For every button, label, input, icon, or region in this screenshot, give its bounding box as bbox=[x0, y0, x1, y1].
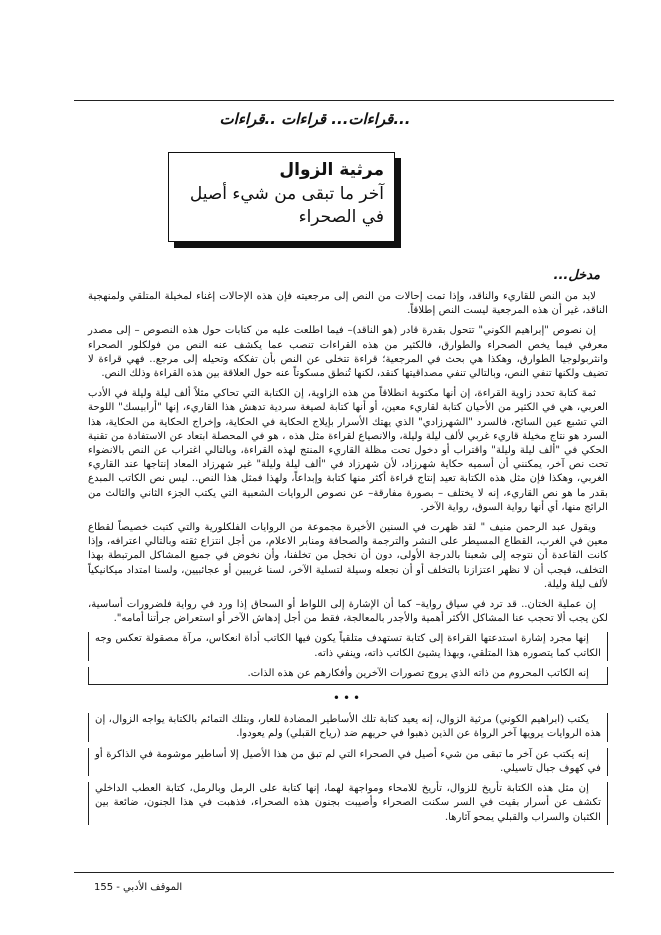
section-separator: ••• bbox=[332, 691, 364, 706]
top-divider bbox=[74, 100, 614, 101]
bottom-divider bbox=[74, 872, 614, 873]
article-body bbox=[88, 290, 608, 831]
intro-heading: مدخل... bbox=[553, 268, 600, 283]
boxed-paragraph: إنه الكاتب المحروم من ذاته الذي يروج تصورات الآخرين وأفكارهم عن هذه الذات. bbox=[88, 667, 608, 685]
paragraph: ثمة كتابة تحدد زاوية القراءة، إن أنها مكتوبة انطلاقاً من هذه الزاوية، إن الكتابة التي تحاكي مثلاً ألف ليلة وليلة في الأدب العربي، هي في الكثير من الأحيان كتابة لقاريء معين، أو أنها كتابة لصيغة سردية تدهش هذا القاريء، إنها "أرابيسك" اللوحة التي تشبع عين السائح، فالسرد "الشهرزادي" الذي يهتك الأسرار بإيلاج الحكاية في الحكاية، وإخراج الحكاية من الحكاية، هذا السرد هو نتاج مخيلة قاريء غربي لألف ليلة وليلة، والانصياع لقراءة مثل هذه ، هو في المحصلة ابتعاد عن الاستفادة من تقنية الحكي في "ألف ليلة وليلة" واقتراب أو دخول تحت مظلة القاريء المنتج لهذه القراءة، وبالتالي اغتراب عن النص بالانضواء تحت نص آخر، يمكنني أن أسميه حكاية شهرزاد، لأن شهرزاد في "ألف ليلة وليلة" غير شهرزاد المعاد إنتاجها عند القاريء الغربي، وهكذا فإن مثل هذه الكتابة تعيد إنتاج قراءة أكثر منها كتابة وإبداعاً، ولهذا فمثل هذا النص.. ليس نص الكاتب المبدع بقدر ما هو نص القاريء، إنه لا يختلف – بصورة مفارقة– عن نصوص الروايات الشعبية التي يكتب الجزء الثاني والثالث من الرائج منها، أي أنها رواية السوق، رواية الآخر. bbox=[88, 388, 608, 513]
closing-paragraph: إن مثل هذه الكتابة تأريخ للزوال، تأريخ للامحاء ومواجهة لهما، إنها كتابة على الرمل وبالرمل، كتابة العطب الداخلي تكشف عن أسرار بقيت في السر سكنت الصحراء وأصيبت بجنون هذه الصحراء، فذهبت في هذا الجنون، ضائعة بين الكثبان والسراب والقبلي يمحو آثارها. bbox=[88, 782, 608, 825]
boxed-paragraph: إنها مجرد إشارة استدعتها القراءة إلى كتابة تستهدف متلقياً يكون فيها الكاتب أداة انعكاس، مرآة مصقولة تعكس وجه الكاتب كما يتصوره هذا المتلقي، وبهذا يشيئ الكاتب ذاته، وينفي ذاته. bbox=[88, 632, 608, 660]
paragraph: لابد من النص للقاريء والناقد، وإذا تمت إحالات من النص إلى مرجعيته فإن هذه الإحالات إغناء لمخيلة المتلقي ولمنهجية الناقد، غير أن هذه المرجعية ليست النص إطلاقاً. bbox=[88, 291, 608, 317]
closing-paragraph: يكتب (ابراهيم الكوني) مرثية الزوال، إنه يعيد كتابة تلك الأساطير المضادة للعار، وبتلك التمائم بالكتابة يواجه الزوال، إن هذه الروايات يرويها آخر الرواة عن الذين ذهبوا في حريهم ضد (رياح القبلي) ولم يعودوا. bbox=[88, 713, 608, 741]
section-header: ...قراءات... قراءات ..قراءات bbox=[219, 110, 411, 128]
article-title-box bbox=[168, 152, 395, 242]
closing-paragraph: إنه يكتب عن آخر ما تبقى من شيء أصيل في الصحراء التي لم تبق من هذا الأصيل إلا أساطير موشومة في الذاكرة أو في كهوف جبال تاسيلي. bbox=[88, 748, 608, 776]
paragraph: ويقول عبد الرحمن منيف " لقد ظهرت في السنين الأخيرة مجموعة من الروايات الفلكلورية والتي كتبت خصيصاً لقطاع معين في الغرب، القطاع المسيطر على النشر والترجمة والصحافة ومنابر الاعلام، من أجل انتزاع ثقته وبالتالي اعترافه، وإذا كانت القاعدة أن نتوجه إلى شعبنا بالدرجة الأولى، دون أن نخجل من تخلفنا، وأن نخوض في جميع المشاكل المرتبطة بهذا التخلف، فيجب أن لا نظهر اعتزازنا بالتخلف أو أن نجعله وسيلة لتسلية الآخر، لسنا غريبين أو عجائبيين، ولسنا امتداد ميكانيكياً لألف ليلة وليلة. bbox=[88, 522, 608, 590]
page-footer: الموقف الأدبي - 155 bbox=[94, 882, 183, 893]
article-title: مرثية الزوال bbox=[279, 160, 384, 180]
article-subtitle: آخر ما تبقى من شيء أصيل في الصحراء bbox=[189, 184, 384, 227]
paragraph: إن عملية الختان.. قد ترد في سياق رواية– كما أن الإشارة إلى اللواط أو السحاق إذا ورد في رواية فلضرورات أساسية، لكن يجب ألا تحجب عنا المشاكل الأكثر أهمية والأجدر بالمعالجة، فقط من أجل إدهاش الآخر أو استعراض جرأتنا أمامه". bbox=[88, 599, 608, 625]
paragraph: إن نصوص "إبراهيم الكوني" تتحول بقدرة قادر (هو الناقد)– فيما اطلعت عليه من كتابات حول هذه النصوص – إلى مصدر معرفي فيما يخص الصحراء والطوارق، فالكثير من هذه القراءات تنصب عما يكشف عنه النص من فولكلور الصحراء وانثربولوجيا الطوارق، وهكذا هي بحث في المرجعية؛ قراءة تتخلى عن النص بأن تفككه وتحيله إلى مرجع.. فهي قراءة لا تضيف ولكنها تنفي النص، وبالتالي تنفي مصداقيتها كنقد، لكنها تُنطق مسكوتاً عنه حول العلاقة بين هذه القراءة وذلك النص. bbox=[88, 325, 608, 380]
